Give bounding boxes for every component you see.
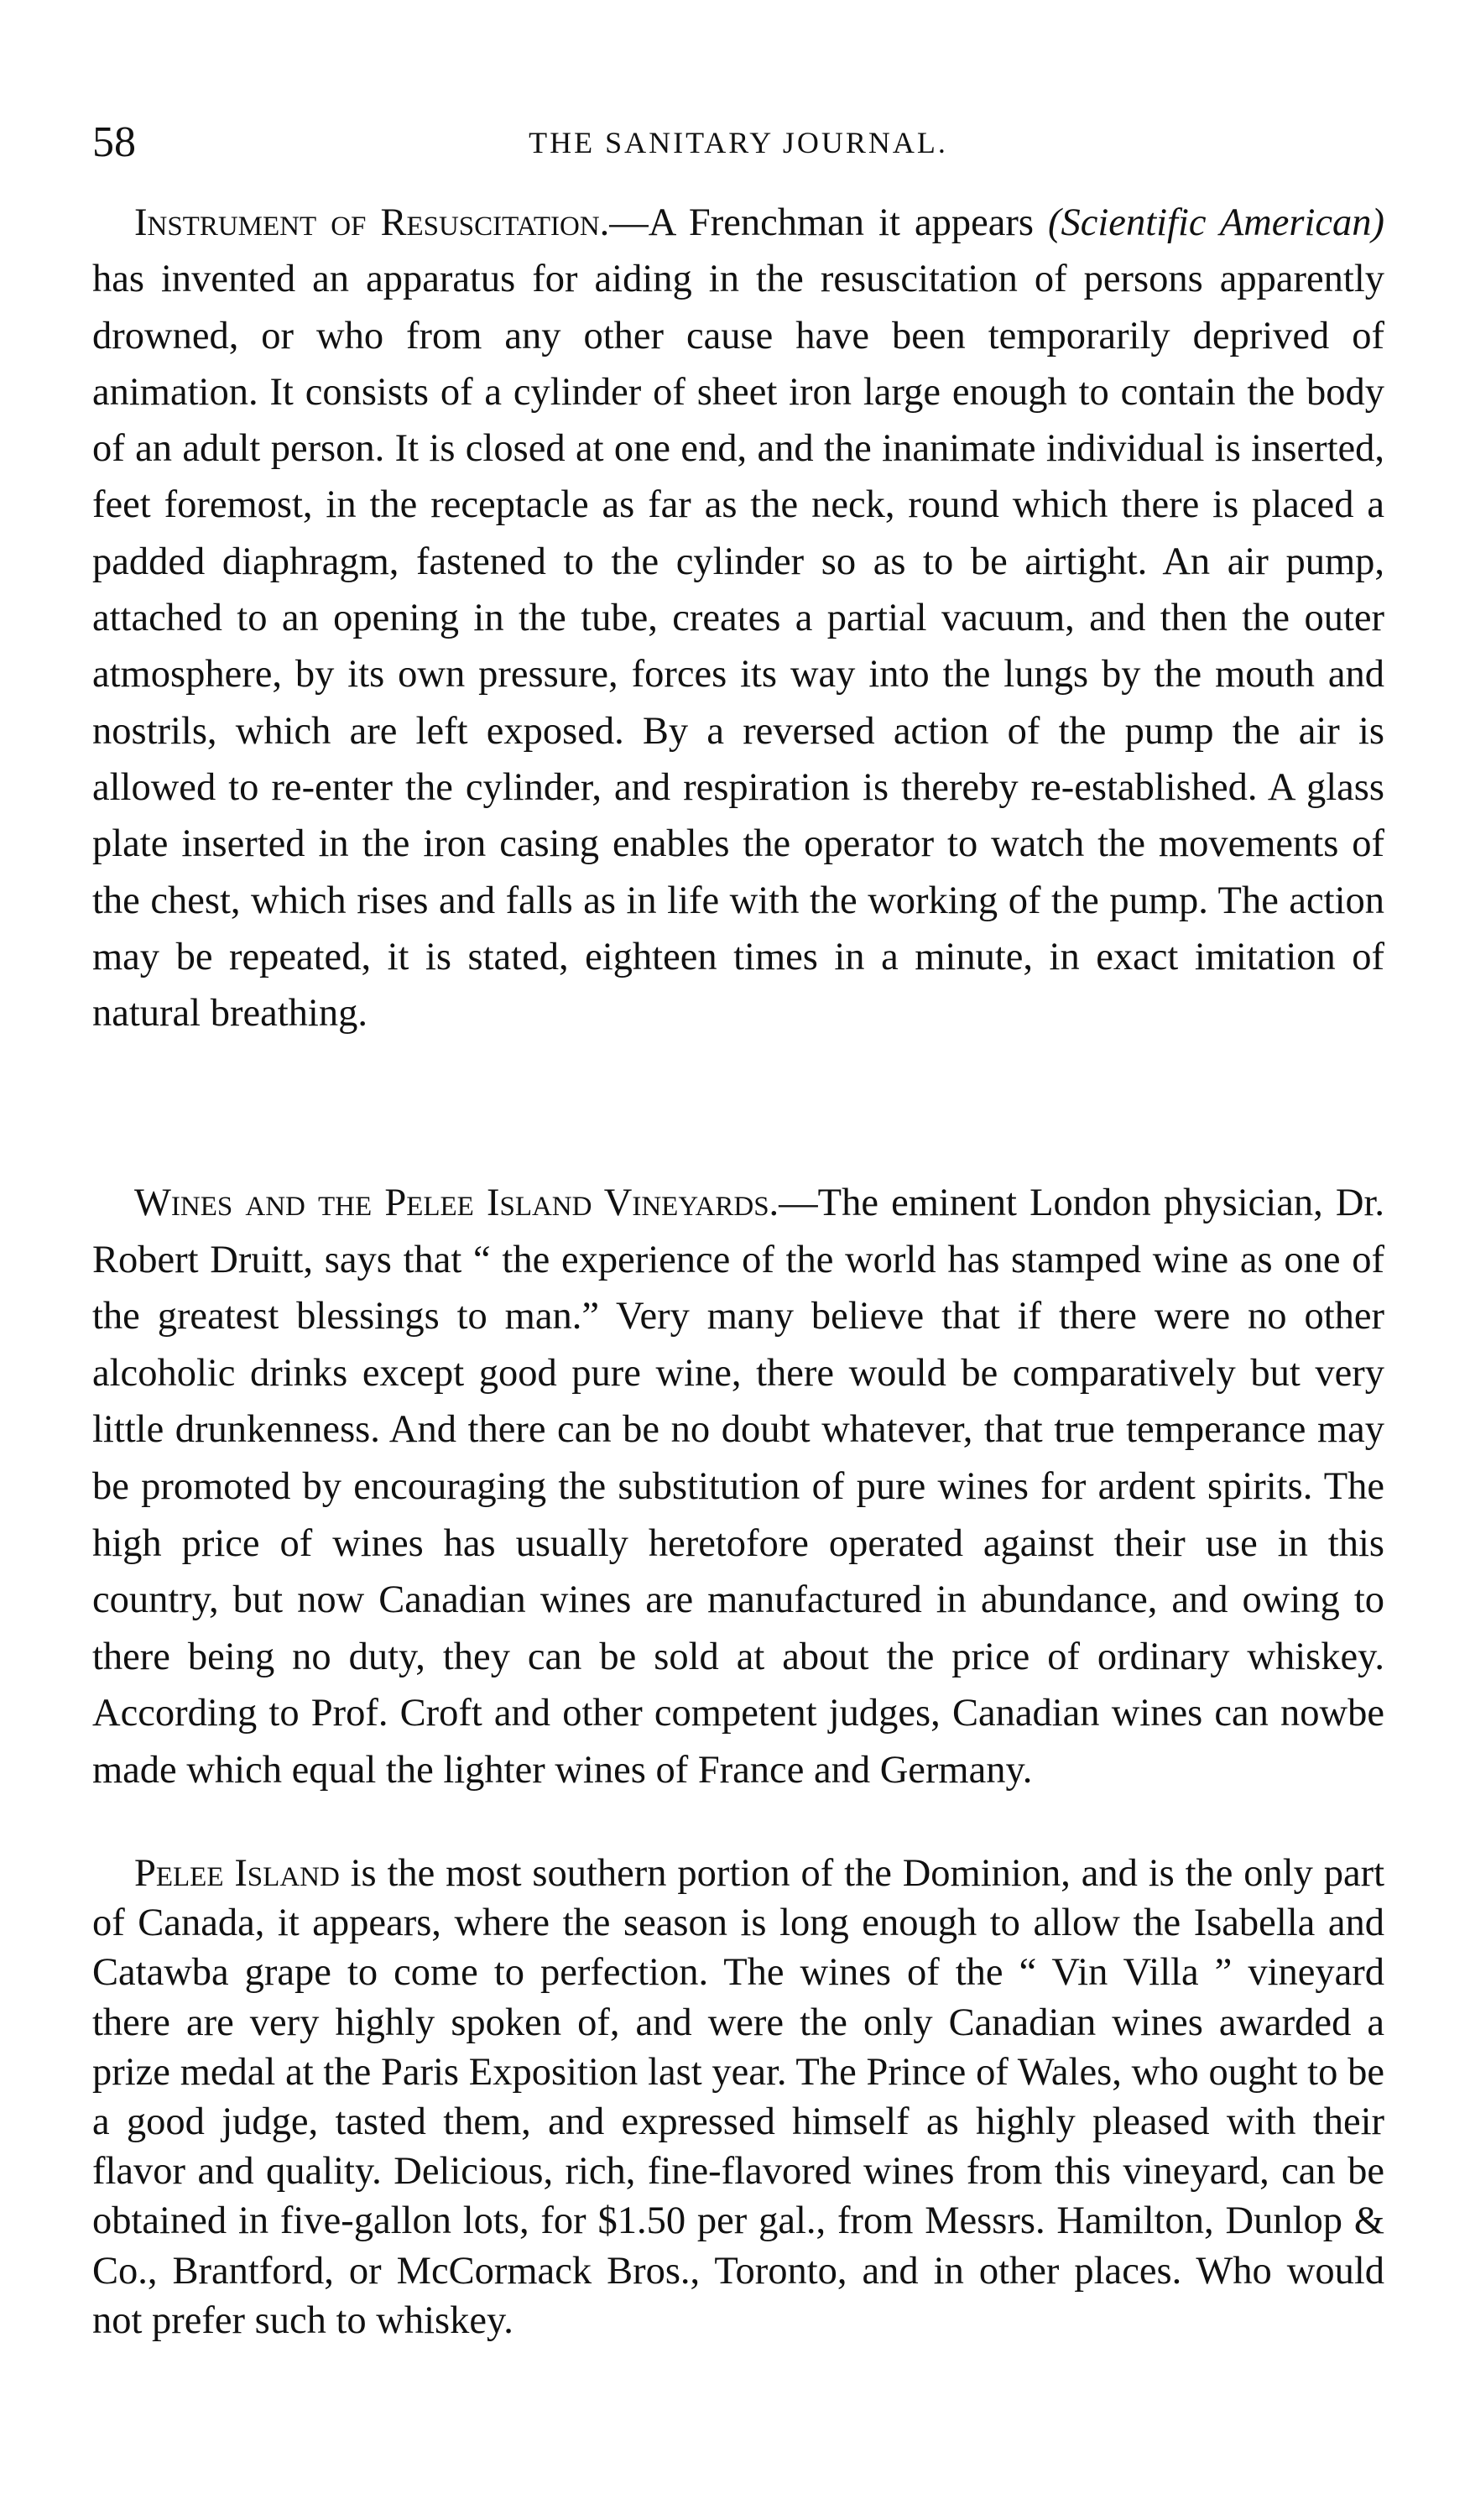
heading-dash: — [609, 201, 649, 244]
article-pelee-island [92, 1849, 1384, 2345]
article-paragraph [92, 195, 1384, 1041]
article-body: is the most southern portion of the Dominion, and is the only part of Canada, it appears, where the season is long enough to allow the Isabella and Catawba grape to come to perfection. The wines of the “ Vin Villa ” vineyard there are very highly spoken of, and were the only Canadian wines awarded a prize medal at the Paris Exposition last year. The Prince of Wales, who ought to be a good judge, tasted them, and expressed himself as highly pleased with their flavor and quality. Delicious, rich, fine-flavored wines from this vineyard, can be obtained in five-gallon lots, for $1.50 per gal., from Messrs. Hamilton, Dunlop & Co., Brantford, or McCormack Bros., Toronto, and in other places. Who would not prefer such to whiskey. [92, 1852, 1384, 2342]
article-paragraph [92, 1175, 1384, 1799]
journal-title: THE SANITARY JOURNAL. [529, 126, 948, 159]
running-head [92, 117, 1384, 168]
article-lead: A Frenchman it appears [648, 201, 1049, 244]
article-heading: Instrument of Resuscitation. [134, 201, 610, 244]
article-heading: Wines and the Pelee Island Vineyards. [134, 1182, 779, 1224]
article-paragraph [92, 1849, 1384, 2345]
article-heading: Pelee Island [134, 1852, 340, 1895]
heading-dash: — [779, 1182, 818, 1224]
article-citation: (Scientific American) [1048, 201, 1384, 244]
article-wines [92, 1175, 1384, 1799]
article-body: The eminent London physician, Dr. Robert Druitt, says that “ the experience of the world has stamped wine as one of the greatest blessings to man.” Very many believe that if there were no other alcoholic drinks except good pure wine, there would be comparatively but very little drunkenness. And there can be no doubt whatever, that true temperance may be promoted by encouraging the substitution of pure wines for ardent spirits. The high price of wines has usually heretofore operated against their use in this country, but now Canadian wines are manufactured in abundance, and owing to there being no duty, they can be sold at about the price of ordinary whiskey. According to Prof. Croft and other competent judges, Canadian wines can nowbe made which equal the lighter wines of France and Germany. [92, 1182, 1384, 1792]
article-resuscitation [92, 195, 1384, 1041]
article-body: has invented an apparatus for aiding in the resuscitation of persons apparently drowned, or who from any other cause have been temporarily deprived of animation. It consists of a cylinder of sheet iron large enough to contain the body of an adult person. It is closed at one end, and the inanimate individual is inserted, feet foremost, in the receptacle as far as the neck, round which there is placed a padded diaphragm, fastened to the cylinder so as to be airtight. An air pump, attached to an opening in the tube, creates a partial vacuum, and then the outer atmosphere, by its own pressure, forces its way into the lungs by the mouth and nostrils, which are left exposed. By a reversed action of the pump the air is allowed to re-enter the cylinder, and respiration is thereby re-established. A glass plate inserted in the iron casing enables the operator to watch the movements of the chest, which rises and falls as in life with the working of the pump. The action may be repeated, it is stated, eighteen times in a minute, in exact imitation of natural breathing. [92, 258, 1384, 1036]
page-number: 58 [92, 118, 136, 166]
